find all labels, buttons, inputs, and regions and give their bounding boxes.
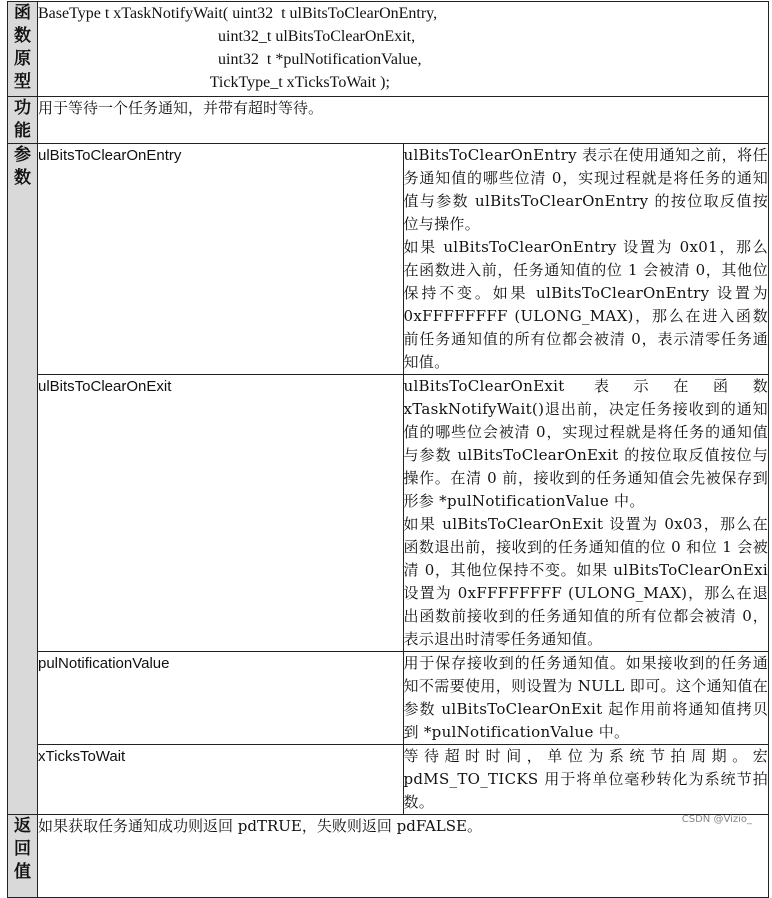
- param-desc: [403, 144, 769, 375]
- param-name: xTicksToWait: [38, 745, 404, 815]
- param-desc-paragraph: ulBitsToClearOnEntry 表示在使用通知之前，将任务通知值的哪些位清 0，实现过程就是将任务的通知值与参数 ulBitsToClearOnEntry 的按位取反值按位与操作。: [403, 146, 768, 233]
- params-header: [8, 144, 38, 815]
- header-char: 回: [14, 839, 31, 859]
- function-text: 用于等待一个任务通知，并带有超时等待。: [38, 97, 769, 144]
- param-name: ulBitsToClearOnEntry: [38, 144, 404, 375]
- param-row: [8, 144, 769, 375]
- header-char: 型: [14, 72, 31, 92]
- prototype-cell: [38, 2, 769, 97]
- return-text: 如果获取任务通知成功则返回 pdTRUE，失败则返回 pdFALSE。: [38, 815, 769, 898]
- param-name: pulNotificationValue: [38, 652, 404, 745]
- param-desc: [403, 745, 769, 815]
- prototype-row: [8, 2, 769, 97]
- param-row: [8, 745, 769, 815]
- param-desc: [403, 652, 769, 745]
- prototype-line: uint32_t ulBitsToClearOnExit,: [38, 28, 416, 45]
- prototype-line: BaseType t xTaskNotifyWait( uint32 t ulBitsToClearOnEntry,: [38, 5, 438, 22]
- prototype-line: uint32 t *pulNotificationValue,: [38, 51, 422, 68]
- param-row: [8, 652, 769, 745]
- header-char: 能: [14, 121, 31, 141]
- header-char: 数: [14, 168, 31, 188]
- param-name: ulBitsToClearOnExit: [38, 375, 404, 652]
- header-char: 数: [14, 26, 31, 46]
- header-char: 函: [14, 3, 31, 23]
- header-char: 功: [14, 98, 31, 118]
- header-char: 值: [14, 862, 31, 882]
- param-desc: [403, 375, 769, 652]
- param-desc-paragraph: 用于保存接收到的任务通知值。如果接收到的任务通知不需要使用，则设置为 NULL 即可。这个通知值在参数 ulBitsToClearOnExit 起作用前将通知值拷贝到 *pulNotificationValue 中。: [403, 654, 768, 741]
- prototype-header: [8, 2, 38, 97]
- api-table: [7, 1, 769, 898]
- function-header: [8, 97, 38, 144]
- header-char: 返: [14, 816, 31, 836]
- return-header: [8, 815, 38, 898]
- param-desc-paragraph: ulBitsToClearOnExit 表示在函数 xTaskNotifyWait()退出前，决定任务接收到的通知值的哪些位会被清 0，实现过程就是将任务的通知值与参数 ulBitsToClearOnExit 的按位取反值按位与操作。在清 0 前，接收到的任务通知值会先被保存到形参 *pulNotificationValue 中。: [403, 377, 768, 510]
- param-desc-paragraph: 如果 ulBitsToClearOnExit 设置为 0x03，那么在函数退出前，接收到的任务通知值的位 0 和位 1 会被清 0，其他位保持不变。如果 ulBitsToClearOnExi 设置为 0xFFFFFFFF (ULONG_MAX)，那么在退出函数前接收到的任务通知值的所有位都会被清 0，表示退出时清零任务通知值。: [403, 515, 768, 648]
- param-desc-paragraph: 如果 ulBitsToClearOnEntry 设置为 0x01，那么在函数进入前，任务通知值的位 1 会被清 0，其他位保持不变。如果 ulBitsToClearOnEntry 设置为 0xFFFFFFFF (ULONG_MAX)，那么在进入函数前任务通知值的所有位都会被清 0，表示清零任务通知值。: [403, 238, 768, 371]
- header-char: 参: [14, 145, 31, 165]
- prototype-line: TickType_t xTicksToWait );: [38, 74, 390, 91]
- header-char: 原: [14, 49, 31, 69]
- param-row: [8, 375, 769, 652]
- return-row: [8, 815, 769, 898]
- watermark: CSDN @Vizio_: [681, 814, 752, 825]
- function-row: [8, 97, 769, 144]
- param-desc-paragraph: 等待超时时间，单位为系统节拍周期。宏 pdMS_TO_TICKS 用于将单位毫秒转化为系统节拍数。: [403, 747, 768, 811]
